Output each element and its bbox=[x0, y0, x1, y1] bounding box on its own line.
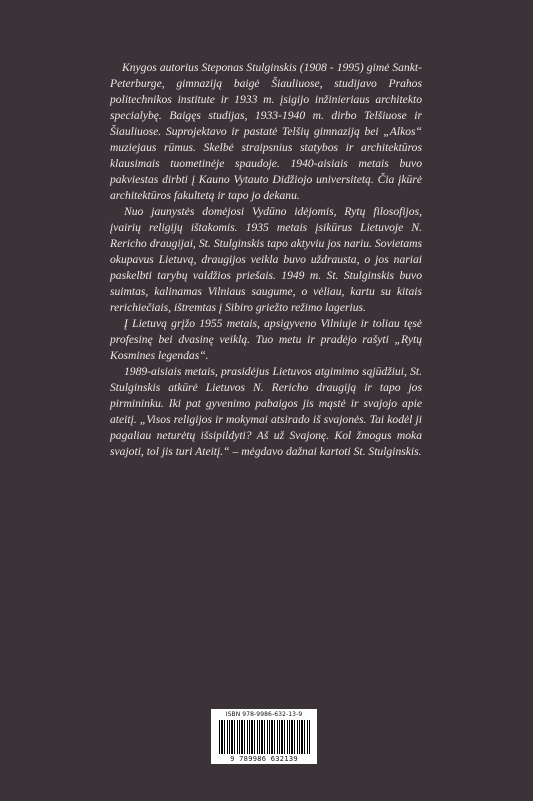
bio-paragraph-3: Į Lietuvą grįžo 1955 metais, apsigyveno Vilniuje ir toliau tęsė profesinę bei dvasinę veiklą. Tuo metu ir pradėjo rašyti „Rytų Kosmines legendas“. bbox=[110, 317, 422, 362]
isbn-number: ISBN 978-9986-632-13-9 bbox=[225, 711, 303, 718]
bio-paragraph-4: 1989-aisiais metais, prasidėjus Lietuvos atgimimo sąjūdžiui, St. Stulginskis atkūrė Lietuvos N. Rericho draugiją ir tapo jos pirmininku. Iki pat gyvenimo pabaigos jis mąstė ir svajojo apie ateitį. „Visos religijos ir mokymai atsirado iš svajonės. Tai kodėl ji pagaliau neturėtų išsipildyti? Aš už Svajonę. Kol žmogus moka svajoti, tol jis turi Ateitį.“ – mėgdavo dažnai kartoti St. Stulginskis. bbox=[110, 365, 422, 458]
barcode-digits: 9 789986 632139 bbox=[230, 755, 298, 763]
author-biography bbox=[110, 60, 422, 460]
isbn-barcode bbox=[211, 709, 317, 764]
bio-paragraph-2: Nuo jaunystės domėjosi Vydūno idėjomis, Rytų filosofijos, įvairių religijų ištakomis. 1935 metais įsikūrus Lietuvoje N. Rericho draugijai, St. Stulginskis tapo aktyviu jos nariu. Sovietams okupavus Lietuvą, draugijos veikla buvo uždrausta, o jos nariai paskelbti tarybų valdžios priešais. 1949 m. St. Stulginskis buvo suimtas, kalinamas Vilniaus saugume, o vėliau, kartu su kitais rerichiečiais, ištremtas į Sibiro griežto režimo lagerius. bbox=[110, 205, 422, 314]
barcode-bars bbox=[219, 720, 311, 754]
bio-paragraph-1: Knygos autorius Steponas Stulginskis (1908 - 1995) gimė Sankt-Peterburge, gimnaziją baigė Šiauliuose, studijavo Prahos politechnikos institute ir 1933 m. įsigijo inžinieriaus architekto specialybę. Baigęs studijas, 1933-1940 m. dirbo Telšiuose ir Šiauliuose. Suprojektavo ir pastatė Telšių gimnaziją bei „Alkos“ muziejaus rūmus. Skelbė straipsnius statybos ir architektūros klausimais tuometinėje spaudoje. 1940-aisiais metais buvo pakviestas dirbti į Kauno Vytauto Didžiojo universitetą. Čia įkūrė architektūros fakultetą ir tapo jo dekanu. bbox=[110, 61, 422, 202]
